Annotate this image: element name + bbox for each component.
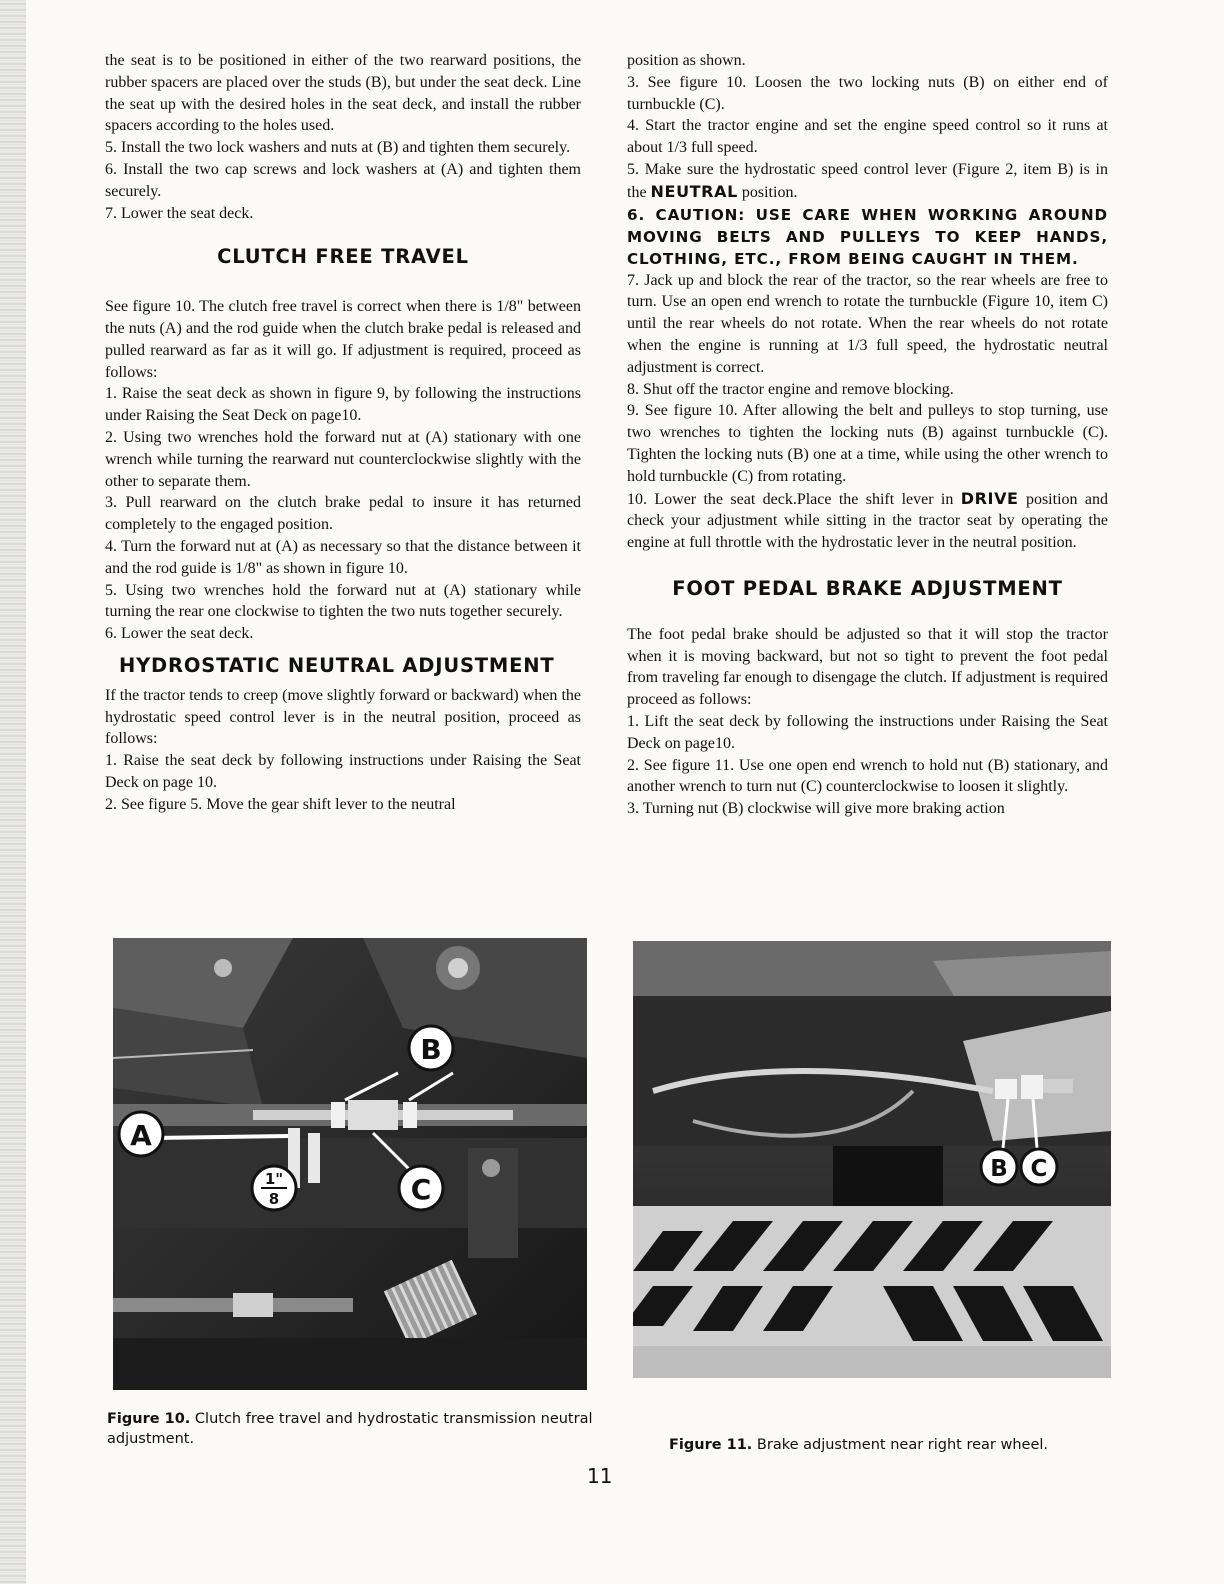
figure-10-photo [113, 938, 587, 1390]
lock-nut-front [331, 1102, 345, 1128]
hydro-step-2: 2. See figure 5. Move the gear shift lever to the neutral [105, 795, 456, 813]
hydro-step-6-caution: 6. CAUTION: USE CARE WHEN WORKING AROUND MOVING BELTS AND PULLEYS TO KEEP HANDS, CLOTHING, ETC., FROM BEING CAUGHT IN THEM. [627, 205, 1108, 268]
foot-pedal-brake-heading: FOOT PEDAL BRAKE ADJUSTMENT [672, 576, 1063, 600]
hydrostatic-neutral-heading: HYDROSTATIC NEUTRAL ADJUSTMENT [119, 653, 555, 677]
brake-step-3: 3. Turning nut (B) clockwise will give more braking action [627, 800, 1005, 818]
hydro-step-5-tail: position. [737, 183, 798, 201]
nut-b [995, 1079, 1017, 1099]
bracket-bolt [482, 1159, 500, 1177]
figure-11-caption [669, 1435, 1129, 1455]
callout-b-label: B [990, 1156, 1008, 1182]
clutch-step-6: 6. Lower the seat deck. [105, 625, 254, 643]
clutch-step-5: 5. Using two wrenches hold the forward nut at (A) stationary while turning the rear one clockwise to tighten the two nuts together securely. [105, 581, 581, 621]
fraction-numerator: 1" [264, 1170, 284, 1188]
clutch-free-travel-heading: CLUTCH FREE TRAVEL [217, 245, 469, 269]
arrow-a [153, 1136, 288, 1138]
right-column [627, 50, 1108, 820]
neutral-keyword: NEUTRAL [650, 181, 738, 201]
clutch-step-1: 1. Raise the seat deck as shown in figure 9, by following the instructions under Raising the Seat Deck on page10. [105, 385, 581, 425]
seat-step-6: 6. Install the two cap screws and lock washers at (A) and tighten them securely. [105, 160, 581, 200]
figure-10-label: Figure 10. [107, 1411, 191, 1427]
figure-11-caption-text: Brake adjustment near right rear wheel. [752, 1437, 1048, 1453]
bolt-center [448, 958, 468, 978]
hydro-intro: If the tractor tends to creep (move slightly forward or backward) when the hydrostatic speed control lever is in the neutral position, proceed as follows: [105, 686, 581, 748]
figure-10-caption [107, 1409, 593, 1449]
page-number: 11 [587, 1464, 613, 1488]
figure-10-illustration [113, 938, 587, 1390]
brake-intro: The foot pedal brake should be adjusted so that it will stop the tractor when it is moving backward, but not so tight to prevent the foot pedal from traveling far enough to disengage the clutch. If adjustment is required proceed as follows: [627, 625, 1108, 709]
scan-edge [0, 0, 26, 1584]
hydro-step-5-text: 5. Make sure the hydrostatic speed control lever (Figure 2, item B) is in the [627, 160, 1108, 201]
hydro-step-10-text: 10. Lower the seat deck.Place the shift lever in [627, 490, 961, 508]
brake-step-2: 2. See figure 11. Use one open end wrench to hold nut (B) stationary, and another wrench to turn nut (C) counterclockwise to loosen it slightly. [627, 756, 1108, 796]
brake-step-1: 1. Lift the seat deck by following the instructions under Raising the Seat Deck on page10. [627, 712, 1108, 752]
left-paragraph-continued: the seat is to be positioned in either of the two rearward positions, the rubber spacers are placed over the studs (B), but under the seat deck. Line the seat up with the desired holes in the seat deck, and install the rubber spacers according to the holes used. [105, 52, 581, 135]
clutch-intro: See figure 10. The clutch free travel is correct when there is 1/8" between the nuts (A) and the rod guide when the clutch brake pedal is released and pulled rearward as far as it will go. If adjustment is required, proceed as follows: [105, 298, 581, 381]
tire-lower [633, 1346, 1111, 1378]
rivet [214, 959, 232, 977]
seat-step-7: 7. Lower the seat deck. [105, 204, 254, 222]
threaded-end [1043, 1079, 1073, 1093]
clutch-step-3: 3. Pull rearward on the clutch brake pedal to insure it has returned completely to the engaged position. [105, 494, 581, 534]
hydro-step-10-tail: position and check your adjustment while sitting in the tractor seat by operating the engine at full throttle with the hydrostatic lever in the neutral position. [627, 490, 1108, 552]
drive-keyword: DRIVE [960, 488, 1019, 508]
callout-a-label: A [130, 1119, 152, 1152]
hydro-step-8: 8. Shut off the tractor engine and remove blocking. [627, 380, 954, 398]
clutch-step-4: 4. Turn the forward nut at (A) as necessary so that the distance between it and the rod guide is 1/8" as shown in figure 10. [105, 537, 581, 577]
clutch-step-2: 2. Using two wrenches hold the forward nut at (A) stationary with one wrench while turning the rearward nut counterclockwise slightly with the other to separate them. [105, 428, 581, 490]
hydro-step-9: 9. See figure 10. After allowing the belt and pulleys to stop turning, use two wrenches to tighten the locking nuts (B) against turnbuckle (C). Tighten the locking nuts (B) one at a time, while using the other wrench to hold turnbuckle (C) from rotating. [627, 402, 1108, 485]
lower-fitting [233, 1293, 273, 1317]
callout-c-label: C [1030, 1156, 1048, 1182]
axle-block [833, 1146, 943, 1206]
hydro-step-5 [627, 159, 1108, 204]
figure-11-photo [633, 941, 1111, 1378]
callout-c-label: C [410, 1173, 432, 1206]
hydro-step-1: 1. Raise the seat deck by following instructions under Raising the Seat Deck on page 10. [105, 752, 581, 791]
figure-11-label: Figure 11. [669, 1437, 753, 1453]
fraction-denominator: 8 [268, 1190, 280, 1208]
callout-b-label: B [420, 1033, 442, 1066]
bottom-shadow [113, 1338, 587, 1390]
lock-nut-rear [403, 1102, 417, 1128]
seat-step-5: 5. Install the two lock washers and nuts at (B) and tighten them securely. [105, 139, 571, 157]
hydro-step-2-continued: position as shown. [627, 52, 746, 69]
figure-11-illustration [633, 941, 1111, 1378]
turnbuckle [348, 1100, 398, 1130]
gap-marker [308, 1133, 320, 1183]
hydro-step-10 [627, 488, 1108, 554]
hydro-step-4: 4. Start the tractor engine and set the engine speed control so it runs at about 1/3 full speed. [627, 117, 1108, 157]
hydro-step-3: 3. See figure 10. Loosen the two locking nuts (B) on either end of turnbuckle (C). [627, 73, 1108, 113]
hydro-step-7: 7. Jack up and block the rear of the tractor, so the rear wheels are free to turn. Use an open end wrench to rotate the turnbuckle (Figure 10, item C) until the rear wheels do not rotate. When the rear wheels do not rotate when the engine is running at 1/3 full speed, the hydrostatic neutral adjustment is correct. [627, 271, 1108, 376]
figure-10-caption-text: Clutch free travel and hydrostatic transmission neutral adjustment. [107, 1411, 593, 1447]
left-column [105, 50, 581, 816]
nut-c [1021, 1075, 1043, 1099]
